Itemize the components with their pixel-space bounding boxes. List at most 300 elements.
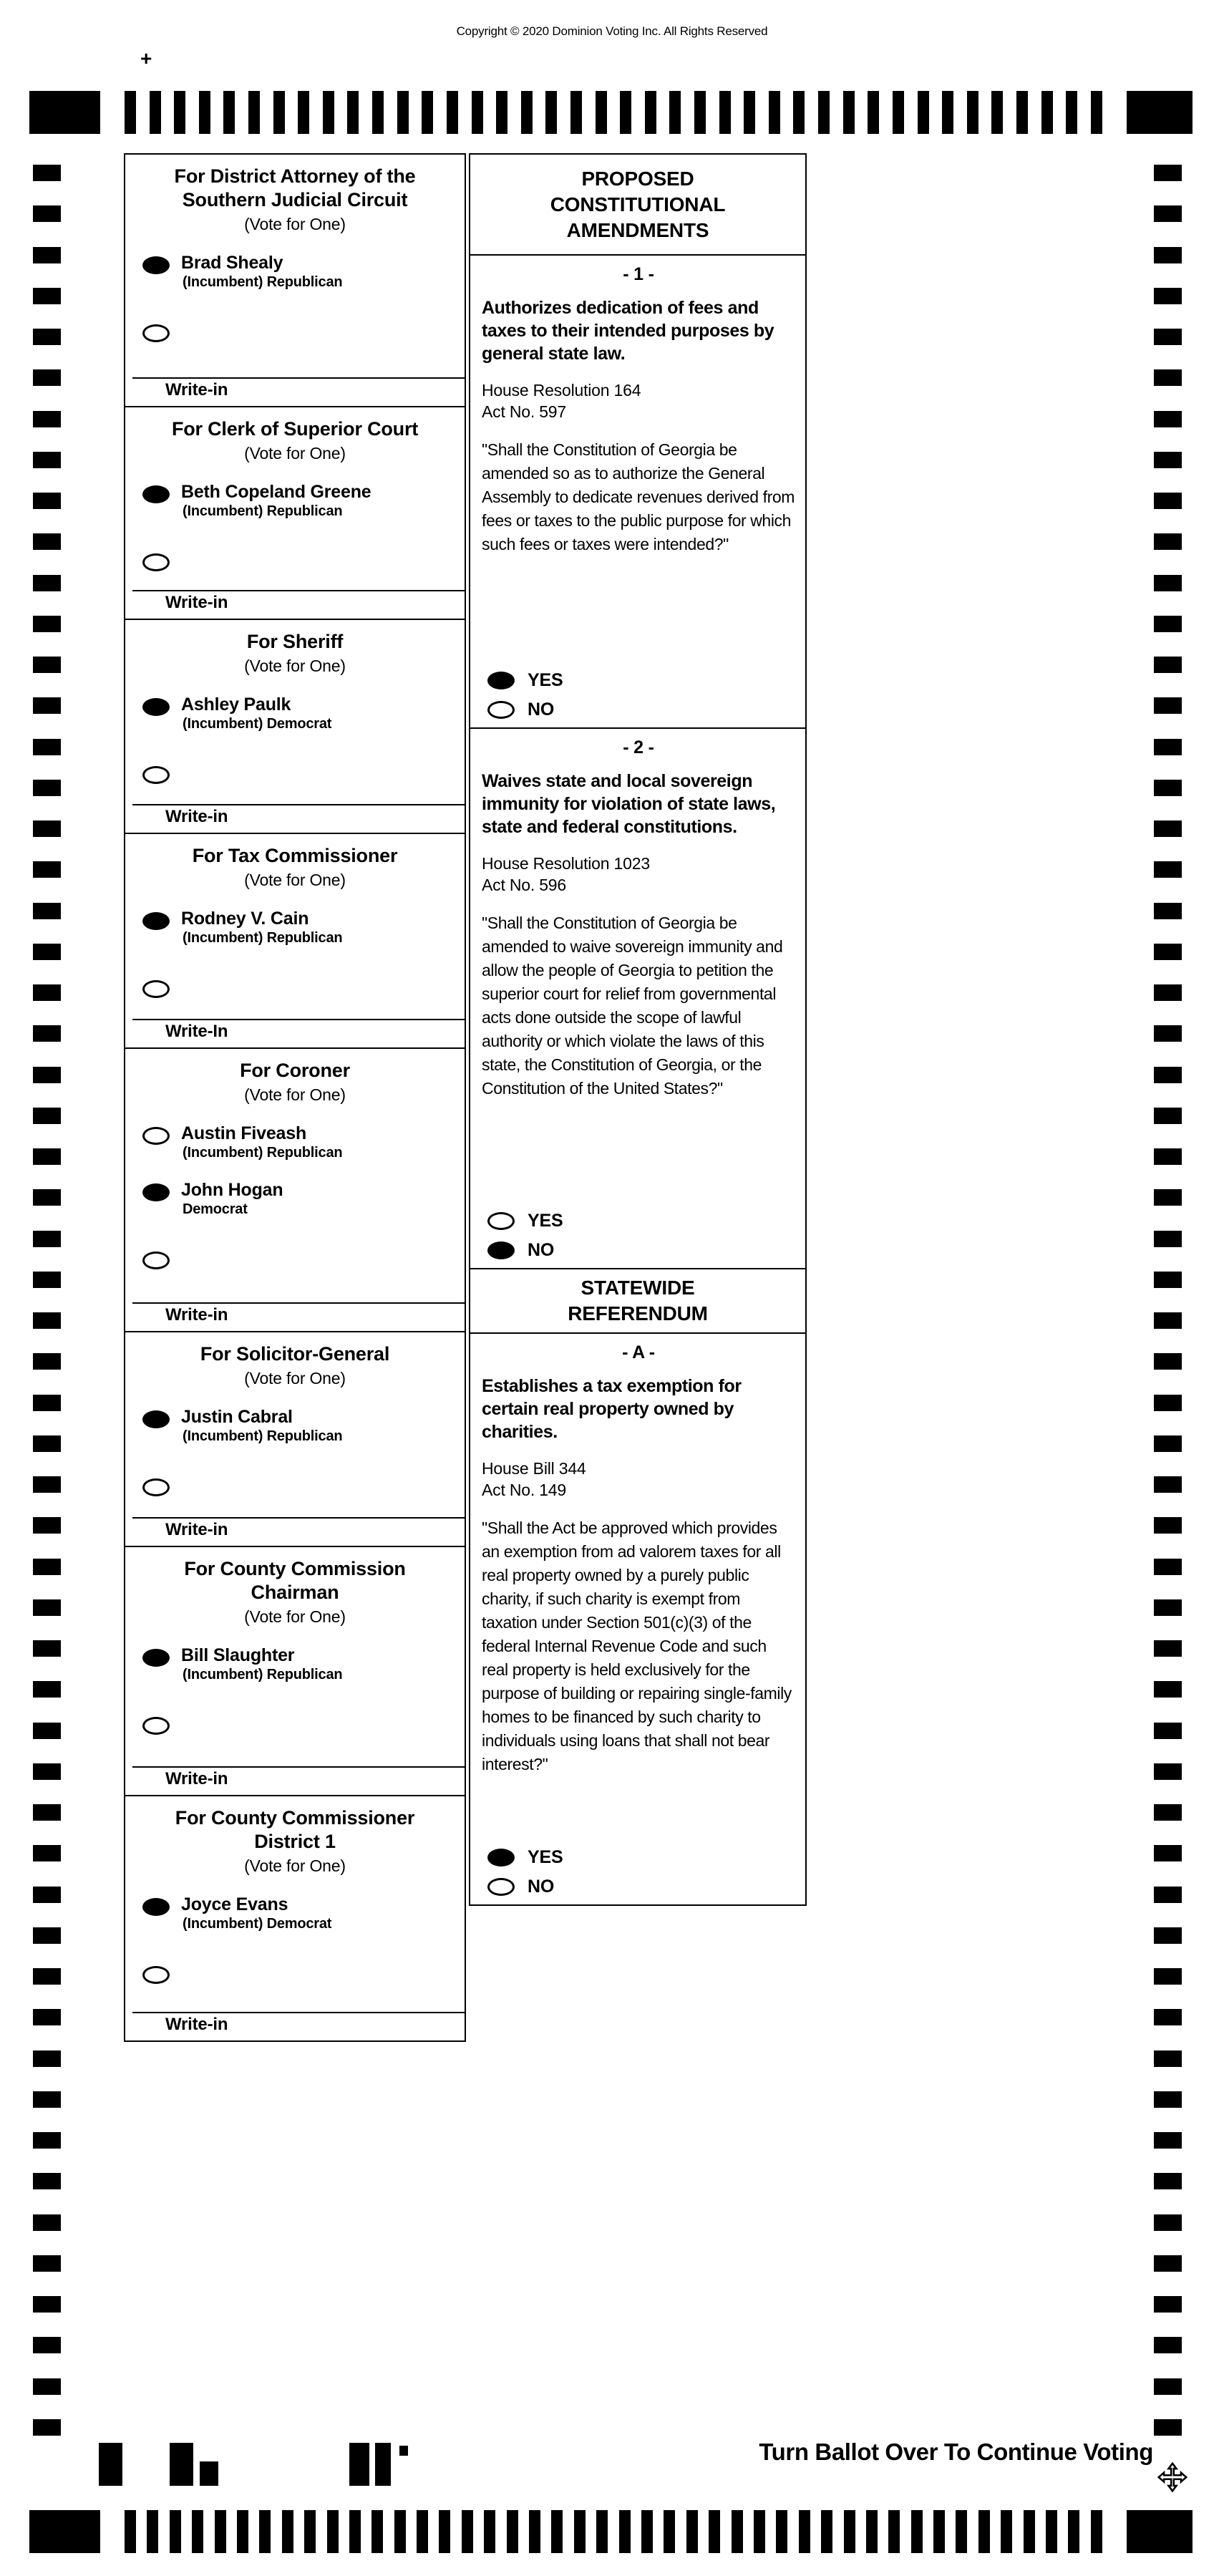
timing-mark [33,2337,61,2353]
timing-mark [33,739,61,755]
timing-mark [33,780,61,796]
timing-bar [744,91,755,134]
timing-mark [1154,1887,1182,1903]
timing-mark [1154,1968,1182,1985]
timing-bar [978,2510,990,2553]
vote-oval[interactable] [142,485,170,503]
timing-bar [323,91,334,134]
contest-vote-instruction: (Vote for One) [244,215,346,233]
write-in-section [125,1302,465,1331]
vote-oval[interactable] [142,1966,170,1984]
choice-label: NO [528,1240,555,1260]
contest-title [125,155,465,212]
timing-bar [844,2510,855,2553]
measure-reference-line: House Resolution 1023 [482,854,650,873]
timing-mark [33,411,61,427]
timing-mark [1154,575,1182,591]
timing-bar [147,2510,158,2553]
timing-bar [397,91,409,134]
vote-oval[interactable] [487,1241,515,1259]
candidate-row [142,483,457,520]
candidate-name: Austin Fiveash [181,1123,307,1143]
timing-mark [33,533,61,550]
timing-mark [33,1108,61,1124]
candidate-row [142,551,457,571]
timing-bar [933,2510,945,2553]
candidate-list [125,890,465,998]
candidate-list [125,1876,465,1984]
timing-mark [33,205,61,222]
vote-oval[interactable] [142,1183,170,1201]
timing-bar [1066,91,1077,134]
vote-oval[interactable] [142,1410,170,1428]
timing-mark [33,2050,61,2067]
timing-bar [192,2510,203,2553]
timing-mark [1154,205,1182,222]
measure-reference-line: House Resolution 164 [482,381,641,400]
timing-mark [1154,1148,1182,1165]
write-in-label: Write-in [165,1769,228,1788]
write-in-label: Write-in [165,1520,228,1539]
vote-oval[interactable] [142,1127,170,1145]
timing-mark [1154,780,1182,796]
timing-mark [1154,2091,1182,2108]
timing-bar [776,2510,787,2553]
timing-mark [1154,1681,1182,1698]
candidate-row [142,1896,457,1932]
timing-mark [33,1312,61,1329]
timing-mark [33,2378,61,2395]
timing-mark [33,1723,61,1739]
timing-mark [1154,1640,1182,1657]
timing-bar [942,91,953,134]
timing-marks-left [33,165,61,2436]
measure-summary: Authorizes dedication of fees and taxes to their intended purposes by general state law. [482,298,774,364]
timing-bar [1046,2510,1057,2553]
vote-oval[interactable] [487,1212,515,1230]
timing-mark [33,944,61,960]
contest [124,1331,466,1547]
timing-mark [33,452,61,468]
contest [124,619,466,834]
choice-row [482,1240,795,1261]
timing-mark [1154,1025,1182,1042]
timing-mark [33,820,61,837]
vote-oval[interactable] [142,1898,170,1916]
timing-mark [33,2132,61,2149]
timing-band-top [29,91,1193,134]
candidate-name: Bill Slaughter [181,1645,295,1665]
measure-choices [482,1202,795,1268]
measure-number: - 1 - [623,264,654,284]
contest-title-line: For Clerk of Superior Court [171,418,419,440]
vote-oval[interactable] [142,1478,170,1496]
timing-mark [1154,697,1182,714]
timing-mark [33,697,61,714]
measure-reference-line: House Bill 344 [482,1459,586,1478]
contest-title [125,834,465,868]
timing-bar [911,2510,923,2553]
timing-mark [33,1395,61,1411]
timing-mark [1154,411,1182,427]
timing-mark [1154,2132,1182,2149]
candidate-party: (Incumbent) Democrat [183,1916,332,1932]
timing-corner-block [1127,91,1193,134]
timing-bar [570,91,582,134]
timing-bar [462,2510,473,2553]
vote-oval[interactable] [142,980,170,998]
timing-mark [1154,369,1182,386]
timing-mark [33,616,61,632]
candidate-party: (Incumbent) Democrat [183,716,332,732]
timing-bar [150,91,161,134]
write-in-label: Write-in [165,380,228,400]
vote-oval[interactable] [487,701,515,719]
timing-bar [529,2510,540,2553]
candidate-text [181,1407,342,1445]
timing-bar [709,2510,720,2553]
ballot-measure [469,254,807,729]
vote-oval[interactable] [142,912,170,930]
footer-code-mark [99,2443,122,2486]
candidate-row [142,1647,457,1683]
timing-mark [33,1763,61,1780]
timing-mark [1154,1927,1182,1944]
timing-mark [1154,1723,1182,1739]
section-header [469,153,807,256]
contest-column [124,153,466,2042]
timing-mark [1154,1189,1182,1206]
timing-bar [422,91,433,134]
turn-ballot-notice: Turn Ballot Over To Continue Voting [759,2439,1153,2465]
write-in-section [125,2012,465,2040]
timing-mark [1154,1804,1182,1821]
timing-mark [33,1025,61,1042]
timing-bar [371,2510,383,2553]
timing-mark [1154,2337,1182,2353]
timing-mark [1154,944,1182,960]
timing-bars-bottom [125,2510,1102,2553]
contest-title [125,1049,465,1083]
timing-bar [327,2510,339,2553]
write-in-section [125,1766,465,1795]
contest [124,406,466,620]
timing-bar [273,91,285,134]
measure-number: - 2 - [623,737,654,757]
contest-title-line: Southern Judicial Circuit [182,189,408,210]
vote-oval[interactable] [142,698,170,716]
timing-bar [1024,2510,1035,2553]
write-in-label: Write-In [165,1022,228,1041]
vote-oval[interactable] [487,1878,515,1896]
timing-mark [33,1272,61,1288]
four-arrow-icon [1157,2461,1188,2493]
timing-mark [1154,1395,1182,1411]
ballot-measure [469,1332,807,1906]
ballot-measure [469,727,807,1269]
timing-mark [33,493,61,509]
timing-bar [686,2510,698,2553]
measure-column [469,153,807,1906]
write-in-label: Write-in [165,593,228,612]
timing-bar [799,2510,810,2553]
candidate-row [142,1476,457,1496]
timing-bar [645,91,656,134]
candidate-text [181,1894,331,1932]
timing-bar [818,91,830,134]
timing-bar [843,91,855,134]
timing-bar [248,91,260,134]
timing-bar [545,91,557,134]
registration-plus-mark: + [140,47,152,69]
choice-label: NO [528,1877,555,1897]
copyright-notice: Copyright © 2020 Dominion Voting Inc. All Rights Reserved [456,24,768,38]
timing-mark [33,1353,61,1370]
timing-mark [33,1887,61,1903]
timing-bar [991,91,1003,134]
timing-mark [33,2255,61,2272]
candidate-name: Joyce Evans [181,1894,288,1914]
timing-bar [394,2510,406,2553]
candidate-row [142,1408,457,1445]
candidate-party: Democrat [183,1201,248,1217]
candidate-row [142,910,457,946]
contest-title-line: For Solicitor-General [200,1343,390,1365]
contest-title-line: For Coroner [240,1060,350,1081]
candidate-row [142,254,457,291]
timing-mark [33,165,61,181]
timing-mark [33,1968,61,1985]
timing-mark [33,2173,61,2189]
contest-title-line: Chairman [251,1582,339,1603]
contest-title-line: For Sheriff [246,631,344,652]
timing-mark [1154,984,1182,1001]
candidate-party: (Incumbent) Republican [183,503,343,519]
timing-mark [33,1231,61,1247]
candidate-list [125,676,465,784]
timing-mark [1154,2009,1182,2025]
timing-mark [33,2009,61,2025]
timing-bar [1091,2510,1102,2553]
vote-oval[interactable] [142,256,170,274]
contest-title-line: For Tax Commissioner [192,845,398,866]
timing-bar [347,91,359,134]
measure-reference-line: Act No. 597 [482,402,566,421]
timing-mark [33,1640,61,1657]
candidate-row [142,322,457,342]
measure-question: "Shall the Act be approved which provides an exemption from ad valorem taxes for all real property owned by a purely public charity, if such charity is exempt from taxation under Section 501(c)(3) of the federal Internal Revenue Code and such real property is held exclusively for the purpose of building or repairing single-family homes to be financed by such charity to individuals using loans that shall not bear interest?" [482,1519,792,1773]
candidate-text [181,1123,342,1161]
timing-bar [956,2510,967,2553]
vote-oval[interactable] [142,324,170,342]
footer-code-mark [170,2443,193,2486]
vote-oval[interactable] [142,1717,170,1735]
timing-bar [372,91,384,134]
timing-mark [33,984,61,1001]
timing-bar [125,91,136,134]
timing-mark [33,369,61,386]
vote-oval[interactable] [142,1649,170,1667]
candidate-text [181,1180,283,1218]
contest-title [125,407,465,441]
candidate-name: Brad Shealy [181,253,283,273]
footer-code-mark [399,2446,408,2456]
section-header-line: REFERENDUM [568,1302,708,1325]
write-in-label: Write-in [165,807,228,826]
contest-title-line: For County Commission [184,1558,406,1579]
timing-mark [33,861,61,878]
timing-bar [215,2510,226,2553]
timing-bars-top [125,91,1102,134]
timing-mark [1154,616,1182,632]
timing-mark [1154,1599,1182,1616]
timing-mark [33,1067,61,1083]
candidate-name: John Hogan [181,1180,283,1200]
timing-bar [732,2510,743,2553]
timing-band-bottom [29,2510,1193,2553]
timing-mark [33,575,61,591]
timing-bar [304,2510,316,2553]
candidate-list [125,1388,465,1496]
measure-reference-line: Act No. 149 [482,1481,566,1499]
timing-mark [1154,1517,1182,1534]
timing-mark [1154,1108,1182,1124]
timing-mark [1154,493,1182,509]
timing-bar [769,91,780,134]
write-in-section [125,377,465,406]
timing-mark [33,1845,61,1861]
candidate-party: (Incumbent) Republican [183,1428,343,1444]
contest [124,1047,466,1332]
vote-oval[interactable] [142,1251,170,1269]
timing-mark [1154,1272,1182,1288]
contest-title-line: District 1 [254,1831,336,1852]
timing-corner-block [29,91,100,134]
timing-bar [664,2510,675,2553]
timing-bar [866,2510,878,2553]
candidate-row [142,1964,457,1984]
measure-summary: Waives state and local sovereign immunity for violation of state laws, state and federal constitutions. [482,771,776,837]
timing-bar [417,2510,428,2553]
measure-choices [482,1839,795,1904]
timing-bar [918,91,929,134]
timing-mark [1154,165,1182,181]
measure-references [482,1458,795,1501]
candidate-text [181,694,331,732]
measure-question: "Shall the Constitution of Georgia be amended to waive sovereign immunity and allow the people of Georgia to petition the superior court for relief from governmental acts done outside the scope of lawful authority or which violate the laws of this state, the Constitution of Georgia, or the Constitution of the United States?" [482,914,783,1098]
timing-bar [170,2510,181,2553]
contest-vote-instruction: (Vote for One) [244,1369,346,1388]
vote-oval[interactable] [487,672,515,689]
timing-bar [1041,91,1053,134]
timing-bar [521,91,533,134]
timing-mark [1154,2296,1182,2313]
candidate-name: Ashley Paulk [181,694,291,715]
timing-bar [1001,2510,1012,2553]
timing-bar [484,2510,495,2553]
contest-vote-instruction: (Vote for One) [244,1085,346,1104]
write-in-section [125,1019,465,1047]
candidate-row [142,696,457,732]
timing-mark [33,2296,61,2313]
timing-bar [237,2510,248,2553]
candidate-row [142,978,457,998]
timing-mark [33,247,61,263]
write-in-section [125,1517,465,1546]
timing-mark [1154,1763,1182,1780]
timing-bar [507,2510,518,2553]
candidate-name: Beth Copeland Greene [181,482,371,502]
timing-mark [1154,2419,1182,2436]
contest-vote-instruction: (Vote for One) [244,1607,346,1626]
timing-mark [1154,1312,1182,1329]
vote-oval[interactable] [142,766,170,784]
choice-row [482,670,795,691]
candidate-party: (Incumbent) Republican [183,930,343,946]
contest-vote-instruction: (Vote for One) [244,1856,346,1875]
contest-title-line: For District Attorney of the [174,165,416,187]
contest-vote-instruction: (Vote for One) [244,657,346,675]
timing-mark [1154,288,1182,304]
choice-row [482,1877,795,1897]
choice-label: YES [528,1211,563,1231]
timing-mark [33,329,61,345]
timing-mark [33,657,61,673]
timing-bar [967,91,978,134]
timing-mark [33,1559,61,1575]
measure-references [482,853,795,896]
timing-bar [551,2510,563,2553]
timing-bar [298,91,309,134]
timing-mark [1154,1845,1182,1861]
measure-reference-line: Act No. 596 [482,876,566,894]
footer-code-mark [200,2461,218,2486]
timing-mark [1154,657,1182,673]
section-header-line: CONSTITUTIONAL [550,193,726,216]
timing-bar [199,91,210,134]
timing-mark [1154,861,1182,878]
timing-bar [694,91,706,134]
timing-bar [893,91,904,134]
timing-mark [1154,1435,1182,1452]
section-header-line: PROPOSED [581,167,694,190]
vote-oval[interactable] [142,553,170,571]
candidate-name: Rodney V. Cain [181,909,309,929]
timing-bar [259,2510,271,2553]
timing-bar [496,91,507,134]
timing-mark [1154,1231,1182,1247]
candidate-text [181,253,342,291]
timing-mark [33,1804,61,1821]
vote-oval[interactable] [487,1849,515,1866]
measure-summary: Establishes a tax exemption for certain real property owned by charities. [482,1376,742,1442]
candidate-list [125,1105,465,1269]
measure-question: "Shall the Constitution of Georgia be amended so as to authorize the General Assembly to dedicate revenues derived from fees or taxes to the public purpose for which such fees or taxes were intended?" [482,440,795,553]
contest-title [125,1796,465,1854]
timing-bar [793,91,805,134]
timing-mark [33,1927,61,1944]
timing-bar [619,2510,631,2553]
timing-bar [719,91,731,134]
contest-title [125,620,465,654]
timing-mark [33,1476,61,1493]
timing-bar [669,91,681,134]
timing-mark [1154,452,1182,468]
timing-bar [596,2510,608,2553]
timing-bar [754,2510,765,2553]
timing-mark [33,1148,61,1165]
timing-bar [1016,91,1028,134]
